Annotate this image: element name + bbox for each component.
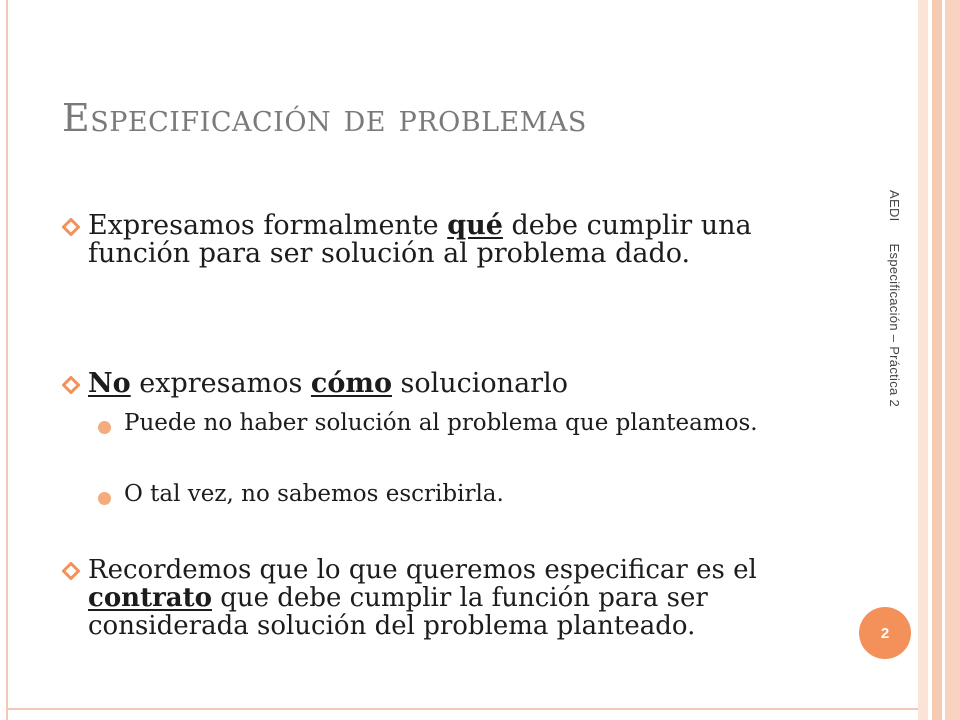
side-footer — [887, 190, 902, 407]
topic-label: Especificación – Práctica 2 — [887, 243, 902, 407]
filled-dot-bullet-icon — [98, 492, 111, 505]
hollow-diamond-bullet-icon — [62, 218, 80, 236]
sub-bullet-text: O tal vez, no sabemos escribirla. — [124, 481, 504, 507]
bullet-text: No expresamos cómo solucionarlo — [88, 368, 568, 399]
decor-stripe — [918, 0, 928, 720]
course-label: AEDI — [887, 190, 902, 222]
slide-title: Especificación de problemas — [62, 96, 587, 140]
hollow-diamond-bullet-icon — [62, 562, 80, 580]
frame-left-line — [6, 0, 8, 720]
page-number: 2 — [880, 624, 890, 642]
bullet-text: Recordemos que lo que queremos especificar es el contrato que debe cumplir la función para ser considerada solución del problema planteado. — [88, 555, 757, 641]
page-number-badge — [859, 607, 911, 659]
emphasis-como: cómo — [310, 368, 392, 399]
bullet-text: Expresamos formalmente qué debe cumplir una función para ser solución al problema dado. — [88, 210, 752, 269]
emphasis-que: qué — [447, 210, 503, 241]
hollow-diamond-bullet-icon — [62, 376, 80, 394]
filled-dot-bullet-icon — [98, 421, 111, 434]
decor-stripe — [945, 0, 960, 720]
sub-bullet-text: Puede no haber solución al problema que planteamos. — [124, 410, 758, 436]
decor-stripe — [932, 0, 942, 720]
emphasis-contrato: contrato — [88, 583, 212, 613]
emphasis-no: No — [88, 368, 131, 399]
frame-bottom-line — [6, 708, 920, 710]
